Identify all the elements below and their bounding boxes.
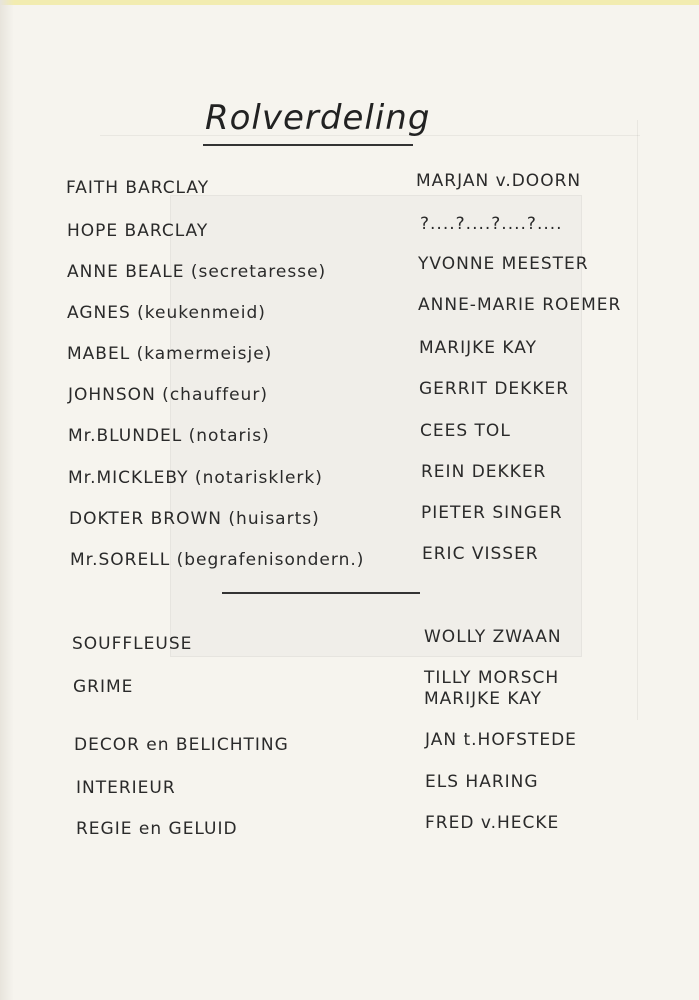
cast-role: Mr.BLUNDEL (notaris) — [68, 426, 270, 446]
cast-role: ANNE BEALE (secretaresse) — [67, 262, 327, 282]
paper-top-edge — [0, 0, 699, 5]
crew-role: REGIE en GELUID — [76, 819, 238, 839]
cast-role: MABEL (kamermeisje) — [67, 344, 273, 364]
crew-role: DECOR en BELICHTING — [74, 735, 289, 755]
page-title: Rolverdeling — [205, 98, 431, 138]
cast-actor: PIETER SINGER — [421, 503, 563, 523]
cast-role: Mr.MICKLEBY (notarisklerk) — [68, 468, 323, 488]
crew-role: SOUFFLEUSE — [72, 634, 193, 654]
cast-role: JOHNSON (chauffeur) — [68, 385, 268, 405]
cast-actor: CEES TOL — [420, 421, 511, 441]
crew-name: FRED v.HECKE — [425, 813, 560, 833]
cast-role: AGNES (keukenmeid) — [67, 303, 266, 323]
crew-name: WOLLY ZWAAN — [424, 627, 562, 647]
crew-name: JAN t.HOFSTEDE — [425, 730, 577, 750]
paper-fold-shadow — [0, 0, 14, 1000]
show-through-line — [637, 120, 638, 720]
cast-role: DOKTER BROWN (huisarts) — [69, 509, 320, 529]
cast-role: HOPE BARCLAY — [67, 221, 209, 241]
cast-actor: ?....?....?....?.... — [420, 214, 563, 234]
cast-actor: MARIJKE KAY — [419, 338, 537, 358]
cast-actor: ANNE-MARIE ROEMER — [418, 295, 622, 315]
cast-actor: GERRIT DEKKER — [419, 379, 570, 399]
cast-actor: YVONNE MEESTER — [418, 254, 589, 274]
title-underline — [203, 144, 413, 146]
crew-role: GRIME — [73, 677, 134, 697]
crew-name: ELS HARING — [425, 772, 539, 792]
crew-role: INTERIEUR — [76, 778, 176, 798]
cast-actor: REIN DEKKER — [421, 462, 547, 482]
section-divider — [222, 592, 420, 594]
crew-name: MARIJKE KAY — [424, 689, 542, 709]
cast-role: FAITH BARCLAY — [66, 178, 210, 198]
cast-actor: ERIC VISSER — [422, 544, 539, 564]
cast-actor: MARJAN v.DOORN — [416, 171, 582, 191]
cast-role: Mr.SORELL (begrafenisondern.) — [70, 550, 365, 570]
crew-name: TILLY MORSCH — [424, 668, 560, 688]
